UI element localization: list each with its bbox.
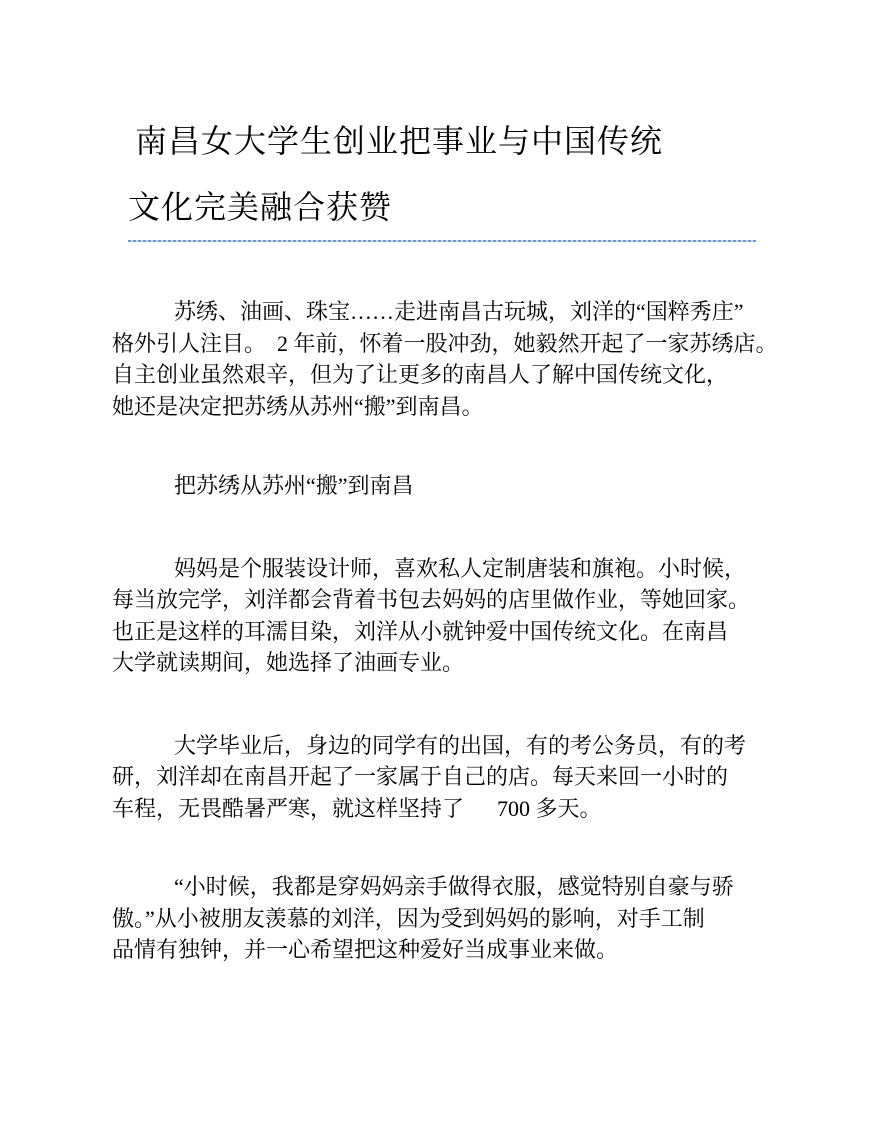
subheading-move-suzhou-embroidery: [112, 470, 772, 502]
text-line: 她还是决定把苏绣从苏州“搬”到南昌。: [112, 393, 484, 419]
document-title: [128, 108, 756, 240]
text-line: 也正是这样的耳濡目染，刘洋从小就钟爱中国传统文化。在南昌: [112, 618, 729, 644]
text-line: 大学毕业后，身边的同学有的出国，有的考公务员，有的考: [174, 732, 747, 758]
title-line-2: 文化完美融合获赞: [128, 189, 393, 225]
title-underline-rule: [128, 240, 756, 242]
paragraph-intro: [112, 296, 778, 422]
subheading-line: 把苏绣从苏州“搬”到南昌: [174, 473, 414, 498]
text-line: 大学就读期间，她选择了油画专业。: [112, 650, 465, 675]
text-line: 格外引人注目。 2 年前，怀着一股冲劲，她毅然开起了一家苏绣店。: [112, 330, 778, 356]
paragraph-mother: [112, 553, 772, 679]
text-line: 品情有独钟，并一心希望把这种爱好当成事业来做。: [112, 937, 619, 962]
paragraph-graduation: [112, 730, 772, 825]
text-line: 苏绣、油画、珠宝……走进南昌古玩城，刘洋的“国粹秀庄”: [174, 299, 744, 324]
document-body: [112, 296, 778, 966]
text-line: 傲。”从小被朋友羡慕的刘洋，因为受到妈妈的影响，对手工制: [112, 905, 705, 931]
paragraph-childhood-quote: [112, 871, 772, 966]
text-line: 车程，无畏酷暑严寒，就这样坚持了 700 多天。: [112, 795, 602, 821]
text-line: 每当放完学，刘洋都会背着书包去妈妈的店里做作业，等她回家。: [112, 587, 751, 612]
title-line-1: 南昌女大学生创业把事业与中国传统: [135, 123, 664, 159]
text-line: 自主创业虽然艰辛，但为了让更多的南昌人了解中国传统文化，: [112, 362, 729, 387]
text-line: 研，刘洋却在南昌开起了一家属于自己的店。每天来回一小时的: [112, 764, 729, 789]
text-line: “小时候，我都是穿妈妈亲手做得衣服，感觉特别自豪与骄: [174, 874, 734, 899]
text-line: 妈妈是个服装设计师，喜欢私人定制唐装和旗袍。小时候，: [174, 555, 747, 581]
